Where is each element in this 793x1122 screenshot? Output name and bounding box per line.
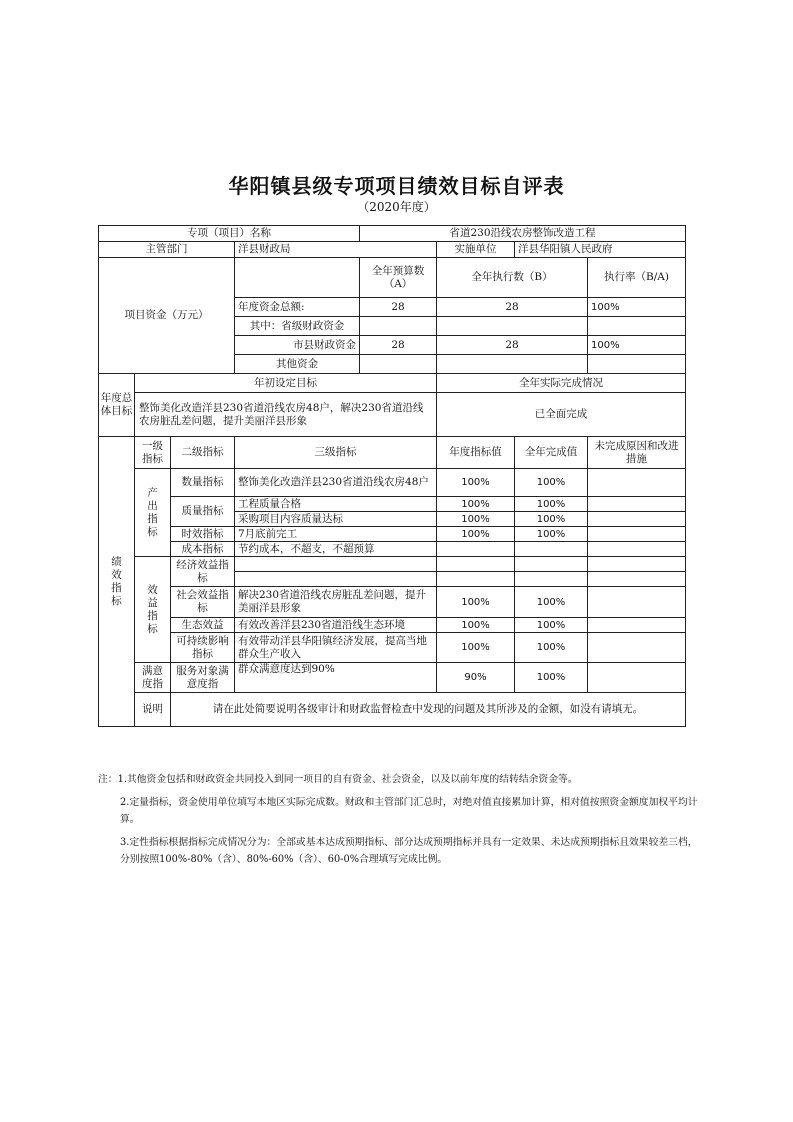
dept-label: 主管部门 [99,242,235,258]
indicator-completed: 100% [515,618,588,633]
fund-row-budget [360,317,437,336]
project-name-label: 专项（项目）名称 [99,226,360,242]
footnote-2: 2.定量指标，资金使用单位填写本地区实际完成数。财政和主管部门汇总时，对绝对值直接累加计算，相对值按照资金额度加权平均计算。 [120,797,698,825]
indicator-level2: 服务对象满意度指 [171,663,235,693]
indicator-target [437,557,515,572]
indicator-level2: 经济效益指标 [171,557,235,587]
indicator-reason [588,557,686,572]
indicator-target: 100% [437,512,515,527]
indicator-completed: 100% [515,497,588,512]
fund-row-exec [437,317,588,336]
indicator-reason [588,572,686,587]
indicator-completed [515,542,588,557]
impl-unit-label: 实施单位 [437,242,515,258]
indicator-reason [588,497,686,512]
performance-indicators-label: 绩效指标 [99,437,135,727]
fund-row-rate: 100% [588,298,686,317]
actual-completion-text: 已全面完成 [437,393,686,437]
fund-row-name: 市县财政资金 [235,336,360,355]
indicator-reason [588,512,686,527]
fund-row-rate [588,317,686,336]
fund-row-name: 年度资金总额: [235,298,360,317]
level2-header: 二级指标 [171,437,235,469]
indicator-target-empty [437,572,515,587]
fund-row-exec: 28 [437,298,588,317]
indicator-reason [588,663,686,693]
indicator-completed: 100% [515,633,588,663]
level1-header: 一级指标 [135,437,171,469]
initial-goal-header: 年初设定目标 [135,374,437,393]
indicator-level2: 社会效益指标 [171,587,235,618]
indicator-target: 100% [437,469,515,497]
indicator-level3: 7月底前完工 [235,527,437,542]
exec-header: 全年执行数（B） [437,258,588,298]
indicator-level3: 有效改善洋县230省道沿线生态环境 [235,618,437,633]
reason-header: 未完成原因和改进措施 [588,437,686,469]
indicator-target: 100% [437,618,515,633]
fund-row-rate: 100% [588,336,686,355]
footnote-3: 3.定性指标根据指标完成情况分为：全部或基本达成预期指标、部分达成预期指标并具有一定效果、未达成预期指标且效果较差三档，分别按照100%-80%（含）、80%-60%（含）、60-0%合理填写完成比例。 [120,837,698,865]
remark-text: 请在此处简要说明各级审计和财政监督检查中发现的问题及其所涉及的金额，如没有请填无。 [171,693,686,727]
indicator-level3: 有效带动洋县华阳镇经济发展，提高当地群众生产收入 [235,633,437,663]
fund-row-name: 其他资金 [235,355,360,374]
rate-header: 执行率（B/A) [588,258,686,298]
indicator-level2: 可持续影响指标 [171,633,235,663]
indicator-level2: 质量指标 [171,497,235,527]
indicator-reason [588,587,686,618]
level3-header: 三级指标 [235,437,437,469]
indicator-target: 100% [437,527,515,542]
evaluation-table [98,225,686,727]
annual-completed-header: 全年完成值 [515,437,588,469]
indicator-reason [588,633,686,663]
indicator-level2: 数量指标 [171,469,235,497]
indicator-reason [588,542,686,557]
indicator-level2: 时效指标 [171,527,235,542]
fund-row-exec [437,355,588,374]
indicator-level3 [235,557,437,572]
indicator-reason [588,527,686,542]
indicator-completed: 100% [515,469,588,497]
satisfaction-indicators-group: 满意度指 [135,663,171,693]
indicator-level3: 整饰美化改造洋县230省道沿线农房48户 [235,469,437,497]
indicator-target: 100% [437,633,515,663]
indicator-target: 100% [437,497,515,512]
indicator-reason [588,618,686,633]
annual-target-header: 年度指标值 [437,437,515,469]
footnotes [98,771,698,868]
indicator-target [437,542,515,557]
indicator-level3: 采购项目内容质量达标 [235,512,437,527]
page-title: 华阳镇县级专项项目绩效目标自评表 [228,174,565,198]
indicator-completed: 100% [515,663,588,693]
project-name-value: 省道230沿线农房整饰改造工程 [360,226,686,242]
impl-unit-value: 洋县华阳镇人民政府 [515,242,686,258]
indicator-completed: 100% [515,587,588,618]
fund-row-budget: 28 [360,298,437,317]
fund-row-exec: 28 [437,336,588,355]
fund-row-name: 其中：省级财政资金 [235,317,360,336]
dept-value: 洋县财政局 [235,242,437,258]
funds-label: 项目资金（万元） [99,258,235,374]
benefit-indicators-group: 效益指标 [135,557,171,663]
indicator-level2: 生态效益 [171,618,235,633]
initial-goal-text: 整饰美化改造洋县230省道沿线农房48户，解决230省道沿线农房脏乱差问题，提升美丽洋县形象 [135,393,437,437]
fiscal-year: （2020年度） [357,200,436,214]
footnote-1: 注：1.其他资金包括和财政资金共同投入到同一项目的自有资金、社会资金，以及以前年度的结转结余资金等。 [98,774,578,785]
indicator-reason [588,469,686,497]
indicator-level3: 工程质量合格 [235,497,437,512]
remark-label: 说明 [135,693,171,727]
indicator-level2: 成本指标 [171,542,235,557]
output-indicators-group: 产出指标 [135,469,171,557]
annual-goal-label: 年度总体目标 [99,374,135,437]
indicator-completed-empty [515,572,588,587]
indicator-completed: 100% [515,512,588,527]
budget-header: 全年预算数（A） [360,258,437,298]
indicator-level3-empty [235,572,437,587]
fund-row-budget [360,355,437,374]
funds-header-empty [235,258,360,298]
indicator-target: 90% [437,663,515,693]
indicator-level3: 群众满意度达到90% [235,663,437,693]
indicator-completed: 100% [515,527,588,542]
indicator-completed [515,557,588,572]
fund-row-budget: 28 [360,336,437,355]
actual-completion-header: 全年实际完成情况 [437,374,686,393]
indicator-level3: 节约成本，不超支，不超预算 [235,542,437,557]
fund-row-rate [588,355,686,374]
indicator-target: 100% [437,587,515,618]
indicator-level3: 解决230省道沿线农房脏乱差问题，提升美丽洋县形象 [235,587,437,618]
